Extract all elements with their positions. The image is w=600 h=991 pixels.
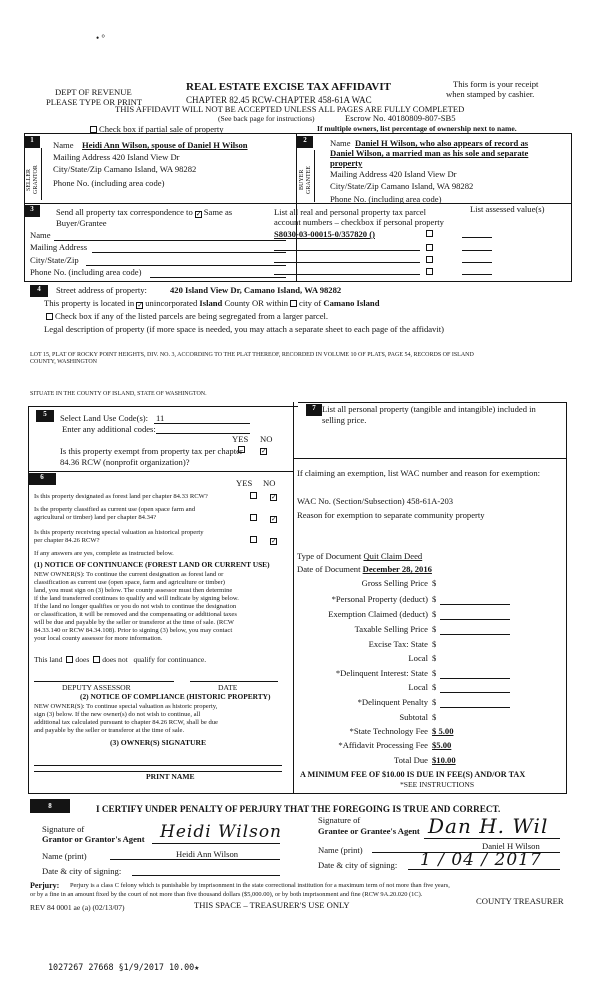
fee-value-gross: $ bbox=[432, 578, 437, 588]
corr-city-field[interactable] bbox=[86, 265, 286, 266]
treasurer-use-label: THIS SPACE – TREASURER'S USE ONLY bbox=[194, 900, 350, 910]
fee-label-personal: *Personal Property (deduct) bbox=[331, 594, 428, 604]
seller-side-divider bbox=[41, 148, 42, 200]
county-name: Island bbox=[199, 298, 223, 308]
fee-label-penalty: *Delinquent Penalty bbox=[357, 697, 428, 707]
parcel-2-checkbox[interactable] bbox=[426, 244, 433, 251]
continuance-row bbox=[34, 655, 206, 664]
notice-compliance-line-3: additional tax calculated pursuant to chapter 84.26 RCW, shall be due bbox=[34, 719, 218, 726]
owner-signature-field[interactable] bbox=[34, 765, 282, 766]
historic-yes-checkbox[interactable] bbox=[250, 536, 257, 543]
forest-land-question: Is this property designated as forest land per chapter 84.33 RCW? bbox=[34, 493, 208, 500]
city-of-label: city of bbox=[299, 298, 322, 308]
buyer-grantee-ref: Buyer/Grantee bbox=[56, 218, 107, 228]
mid-col-edge bbox=[293, 402, 294, 794]
fee-label-subtotal: Subtotal bbox=[399, 712, 428, 722]
parcel-number-1: S8030-03-00015-0/357820 () bbox=[274, 229, 375, 239]
perjury-text-2: or by a fine in an amount fixed by the court of not more than five thousand dollars ($5,000.00), or by both imprisonment and fine (RCW 9A.20.020 (1C). bbox=[30, 891, 423, 898]
grantee-date-signed: 1 / 04 / 2017 bbox=[420, 850, 542, 870]
section-2-marker: 2 bbox=[297, 136, 313, 148]
current-use-no-checkbox[interactable]: ✓ bbox=[271, 515, 277, 523]
send-correspondence bbox=[56, 207, 232, 218]
assessor-date-field[interactable] bbox=[190, 681, 278, 682]
fee-label-technology: *State Technology Fee bbox=[349, 726, 428, 736]
unincorporated-checkbox[interactable]: ✓ bbox=[137, 301, 144, 309]
historic-no-checkbox[interactable]: ✓ bbox=[271, 537, 277, 545]
sec6-no-header: NO bbox=[263, 478, 276, 488]
fee-label-gross: Gross Selling Price bbox=[361, 578, 428, 588]
seller-name-label: Name bbox=[53, 140, 74, 150]
notice-continuance-line-6: or classification, it will be removed and the compensating or additional taxes bbox=[34, 611, 237, 618]
grantee-name: Daniel H Wilson bbox=[482, 841, 540, 851]
fee-value-exemption: $ bbox=[432, 609, 437, 619]
buyer-name-line-3: property bbox=[330, 158, 363, 168]
notice-continuance-line-8: 84.33.140 or RCW 84.34.108). Prior to signing (3) below, you may contact bbox=[34, 627, 233, 634]
form-title: REAL ESTATE EXCISE TAX AFFIDAVIT bbox=[186, 81, 391, 93]
corr-name-label: Name bbox=[30, 230, 51, 240]
corr-name-field[interactable] bbox=[54, 240, 286, 241]
additional-codes-label: Enter any additional codes: bbox=[62, 424, 156, 434]
exempt-no-checkbox[interactable]: ✓ bbox=[261, 447, 267, 455]
notice-continuance-line-4: if the land transferred continues to qualify and will indicate by signing below. bbox=[34, 595, 239, 602]
historic-question-2: per chapter 84.26 RCW? bbox=[34, 537, 100, 544]
exempt-question-2: 84.36 RCW (nonprofit organization)? bbox=[60, 457, 190, 467]
fee-value-interest-state: $ bbox=[432, 668, 437, 678]
grantor-signature: Heidi Wilson bbox=[160, 822, 283, 842]
section-6-marker: 6 bbox=[28, 473, 56, 485]
section-1-marker: 1 bbox=[24, 136, 40, 148]
grantor-date-label: Date & city of signing: bbox=[42, 866, 122, 876]
located-label: This property is located in bbox=[44, 298, 135, 308]
parcel-4-checkbox[interactable] bbox=[426, 268, 433, 275]
notice-compliance-title: (2) NOTICE OF COMPLIANCE (HISTORIC PROPERTY) bbox=[80, 692, 271, 701]
please-type: PLEASE TYPE OR PRINT bbox=[46, 97, 143, 107]
stray-marks: • ° bbox=[96, 33, 105, 43]
grantee-date-field[interactable] bbox=[408, 869, 560, 870]
legal-description-line-1: LOT 15, PLAT OF ROCKY POINT HEIGHTS, DIV. NO. 3, ACCORDING TO THE PLAT THEREOF, RECORDED IN VOLUME 10 OF PLATS, PAGE 54, RECORDS OF ISLAND bbox=[30, 352, 474, 358]
acceptance-notice: THIS AFFIDAVIT WILL NOT BE ACCEPTED UNLESS ALL PAGES ARE FULLY COMPLETED bbox=[115, 104, 465, 114]
exempt-question: Is this property exempt from property tax per chapter bbox=[60, 446, 243, 456]
partial-sale-checkbox[interactable] bbox=[90, 126, 97, 133]
fee-field-exemption[interactable] bbox=[440, 619, 510, 620]
fee-field-penalty[interactable] bbox=[440, 707, 510, 708]
exempt-yes-checkbox[interactable] bbox=[238, 446, 245, 453]
same-as-buyer-checkbox[interactable]: ✓ bbox=[195, 210, 202, 218]
perjury-text-1: Perjury is a class C felony which is punishable by imprisonment in the state correctional institution for a maximum term of not more than five years, bbox=[70, 882, 450, 889]
buyer-side-divider bbox=[314, 150, 315, 202]
doc-type-label: Type of Document bbox=[297, 551, 362, 561]
chapter-ref: CHAPTER 82.45 RCW-CHAPTER 458-61A WAC bbox=[186, 95, 372, 105]
historic-question: Is this property receiving special valuation as historical property bbox=[34, 529, 204, 536]
parcel-1-checkbox[interactable] bbox=[426, 230, 433, 237]
fee-value-processing: $5.00 bbox=[432, 740, 452, 750]
sec5-top bbox=[28, 406, 298, 407]
any-yes-note: If any answers are yes, complete as instructed below. bbox=[34, 550, 174, 557]
county-treasurer-label: COUNTY TREASURER bbox=[476, 896, 564, 906]
fee-field-personal[interactable] bbox=[440, 604, 510, 605]
current-use-question: Is the property classified as current use (open space farm and bbox=[34, 506, 196, 513]
claim-exemption-label: If claiming an exemption, list WAC number and reason for exemption: bbox=[297, 468, 541, 478]
section-4-marker: 4 bbox=[30, 285, 48, 297]
doc-date: December 28, 2016 bbox=[362, 564, 432, 574]
street-address-label: Street address of property: bbox=[56, 285, 147, 295]
notice-continuance-line-5: If the land no longer qualifies or you do not wish to continue the designation bbox=[34, 603, 237, 610]
notice-continuance-line-7: will be due and payable by the seller or transferor at the time of sale. (RCW bbox=[34, 619, 234, 626]
notice-compliance-line-4: and payable by the seller or transferor at the time of sale. bbox=[34, 727, 185, 734]
send-label: Send all property tax correspondence to bbox=[56, 207, 193, 217]
notice-continuance-line-3: land, you must sign on (3) below. The county assessor must then determine bbox=[34, 587, 233, 594]
land-use-label: Select Land Use Code(s): bbox=[60, 413, 149, 423]
notice-continuance-line-2: classification as current use (open space, farm and agriculture or timber) bbox=[34, 579, 225, 586]
fee-value-personal: $ bbox=[432, 594, 437, 604]
situate-line: SITUATE IN THE COUNTY OF ISLAND, STATE OF WASHINGTON. bbox=[30, 391, 207, 397]
fee-label-excise-local: Local bbox=[408, 653, 428, 663]
deputy-assessor-label: DEPUTY ASSESSOR bbox=[62, 683, 131, 692]
this-land-label: This land bbox=[34, 655, 63, 664]
location-row bbox=[44, 298, 380, 309]
section-5-marker: 5 bbox=[36, 410, 54, 422]
right-col-edge bbox=[566, 402, 567, 794]
frame-bottom-3 bbox=[24, 281, 572, 282]
current-use-yes-checkbox[interactable] bbox=[250, 514, 257, 521]
assessed-field-3[interactable] bbox=[462, 262, 492, 263]
street-address: 420 Island View Dr, Camano Island, WA 98282 bbox=[170, 285, 342, 295]
legal-description-line-2: COUNTY, WASHINGTON bbox=[30, 359, 98, 365]
fee-field-interest-local[interactable] bbox=[440, 692, 510, 693]
fee-value-subtotal: $ bbox=[432, 712, 437, 722]
seller-phone: Phone No. (including area code) bbox=[53, 178, 165, 188]
qualify-label: qualify for continuance. bbox=[133, 655, 207, 664]
seller-city: City/State/Zip Camano Island, WA 98282 bbox=[53, 164, 197, 174]
corr-phone-label: Phone No. (including area code) bbox=[30, 267, 142, 277]
cashier-stamp: 1027267 27668 §1/9/2017 10.00★ bbox=[48, 962, 200, 972]
see-back-page: (See back page for instructions) bbox=[218, 114, 315, 123]
grantee-signature-field[interactable] bbox=[424, 838, 560, 839]
deputy-assessor-field[interactable] bbox=[34, 681, 174, 682]
fee-label-interest-state: *Delinquent Interest: State bbox=[335, 668, 428, 678]
seller-name: Heidi Ann Wilson, spouse of Daniel H Wilson bbox=[82, 140, 248, 150]
grantee-signature-label: Signature of bbox=[318, 815, 361, 825]
parcel-field-2[interactable] bbox=[274, 250, 420, 251]
notice-compliance-line-2: sign (3) below. If the new owner(s) do not wish to continue, all bbox=[34, 711, 201, 718]
personal-property-label-2: selling price. bbox=[322, 415, 367, 425]
does-label: does bbox=[75, 655, 90, 664]
grantor-signature-label: Signature of bbox=[42, 824, 85, 834]
fee-value-penalty: $ bbox=[432, 697, 437, 707]
sec5-yes-header: YES bbox=[232, 434, 249, 444]
land-use-code: 11 bbox=[156, 413, 165, 423]
county-or-label: County OR within bbox=[224, 298, 289, 308]
forest-yes-checkbox[interactable] bbox=[250, 492, 257, 499]
does-not-checkbox[interactable] bbox=[93, 656, 100, 663]
certify-statement: I CERTIFY UNDER PENALTY OF PERJURY THAT THE FOREGOING IS TRUE AND CORRECT. bbox=[96, 804, 501, 814]
corr-mailing-label: Mailing Address bbox=[30, 242, 88, 252]
minimum-fee-note: A MINIMUM FEE OF $10.00 IS DUE IN FEE(S) AND/OR TAX bbox=[300, 770, 526, 779]
grantor-name: Heidi Ann Wilson bbox=[176, 849, 239, 859]
personal-property-label: List all personal property (tangible and intangible) included in bbox=[322, 404, 536, 414]
sec6-yes-header: YES bbox=[236, 478, 253, 488]
unincorporated-label: unincorporated bbox=[145, 298, 198, 308]
assessed-values-label: List assessed value(s) bbox=[470, 204, 545, 214]
sec7-top bbox=[298, 402, 566, 403]
corr-mailing-field[interactable] bbox=[92, 252, 286, 253]
notice-continuance-line-1: NEW OWNER(S): To continue the current designation as forest land or bbox=[34, 571, 224, 578]
fee-label-taxable: Taxable Selling Price bbox=[354, 624, 428, 634]
parcel-field-3[interactable] bbox=[274, 262, 420, 263]
exemption-reason: Reason for exemption to separate community property bbox=[297, 510, 485, 520]
segregate-row bbox=[44, 311, 328, 321]
grantee-signature-label-2: Grantee or Grantee's Agent bbox=[318, 826, 420, 836]
sec7-divider bbox=[293, 458, 566, 459]
sec6-top bbox=[28, 471, 293, 472]
document-date-row bbox=[297, 564, 432, 574]
city-name: Camano Island bbox=[323, 298, 380, 308]
see-instructions: *SEE INSTRUCTIONS bbox=[400, 780, 475, 789]
fee-field-interest-state[interactable] bbox=[440, 678, 510, 679]
parcel-3-checkbox[interactable] bbox=[426, 256, 433, 263]
grantor-signature-label-2: Grantor or Grantor's Agent bbox=[42, 834, 145, 844]
buyer-mailing: Mailing Address 420 Island View Dr bbox=[330, 169, 457, 179]
fee-value-excise-local: $ bbox=[432, 653, 437, 663]
owner-signature-title: (3) OWNER(S) SIGNATURE bbox=[110, 738, 207, 747]
land-use-field[interactable] bbox=[154, 423, 250, 424]
grantor-name-label: Name (print) bbox=[42, 851, 87, 861]
buyer-grantee-label: BUYER GRANTEE bbox=[299, 166, 313, 194]
does-checkbox[interactable] bbox=[66, 656, 73, 663]
fee-value-total: $10.00 bbox=[432, 755, 456, 765]
form-revision: REV 84 0001 ae (a) (02/13/07) bbox=[30, 903, 125, 912]
fee-value-taxable: $ bbox=[432, 624, 437, 634]
fee-label-excise-state: Excise Tax: State bbox=[368, 639, 428, 649]
buyer-name-label: Name bbox=[330, 138, 351, 148]
grantee-date-label: Date & city of signing: bbox=[318, 860, 398, 870]
current-use-question-2: agricultural or timber) land per chapter 84.34? bbox=[34, 514, 157, 521]
segregate-checkbox[interactable] bbox=[46, 313, 53, 320]
grantor-date-field[interactable] bbox=[132, 875, 280, 876]
fee-label-processing: *Affidavit Processing Fee bbox=[338, 740, 428, 750]
fee-field-taxable[interactable] bbox=[440, 634, 510, 635]
escrow-number: Escrow No. 40180809-807-SB5 bbox=[345, 113, 456, 123]
parcel-list-instruction: List all real and personal property tax parcel bbox=[274, 207, 426, 217]
parcel-field-4[interactable] bbox=[274, 274, 420, 275]
perjury-label: Perjury: bbox=[30, 881, 60, 890]
assessed-field-1[interactable] bbox=[462, 237, 492, 238]
section-8-marker: 8 bbox=[30, 799, 70, 813]
buyer-name-line-1: Daniel H Wilson, who also appears of record as bbox=[355, 138, 529, 148]
fee-value-interest-local: $ bbox=[432, 682, 437, 692]
assessed-field-4[interactable] bbox=[462, 274, 492, 275]
frame-top bbox=[24, 133, 572, 134]
fee-value-technology: $ 5.00 bbox=[432, 726, 454, 736]
same-as-label: Same as bbox=[203, 207, 233, 217]
fee-label-exemption: Exemption Claimed (deduct) bbox=[328, 609, 428, 619]
notice-continuance-line-9: your local county assessor for more information. bbox=[34, 635, 163, 642]
seller-grantor-label: SELLER GRANTOR bbox=[26, 165, 40, 195]
segregate-label: Check box if any of the listed parcels are being segregated from a larger parcel. bbox=[55, 311, 329, 321]
grantor-signature-field[interactable] bbox=[152, 843, 280, 844]
receipt-note-2: when stamped by cashier. bbox=[446, 89, 535, 99]
grantee-name-label: Name (print) bbox=[318, 845, 363, 855]
receipt-note: This form is your receipt bbox=[453, 79, 539, 89]
buyer-name-line-2: Daniel Wilson, a married man as his sole and separate bbox=[330, 148, 529, 158]
parcel-list-instruction-2: account numbers – checkbox if personal property bbox=[274, 217, 444, 227]
assessed-field-2[interactable] bbox=[462, 250, 492, 251]
buyer-phone: Phone No. (including area code) bbox=[330, 194, 442, 204]
notice-compliance-line-1: NEW OWNER(S): To continue special valuation as historic property, bbox=[34, 703, 218, 710]
corr-city-label: City/State/Zip bbox=[30, 255, 79, 265]
doc-date-label: Date of Document bbox=[297, 564, 361, 574]
dept-of-revenue: DEPT OF REVENUE bbox=[55, 87, 132, 97]
does-not-label: does not bbox=[102, 655, 128, 664]
multiple-owners-note: If multiple owners, list percentage of ownership next to name. bbox=[317, 124, 517, 133]
notice-continuance-title: (1) NOTICE OF CONTINUANCE (FOREST LAND OR CURRENT USE) bbox=[34, 560, 270, 569]
document-type-row bbox=[297, 551, 422, 561]
fee-label-interest-local: Local bbox=[408, 682, 428, 692]
corr-phone-field[interactable] bbox=[150, 277, 286, 278]
grantee-signature: Dan H. Wil bbox=[428, 814, 549, 838]
partial-sale-label: Check box if partial sale of property bbox=[99, 124, 224, 134]
assessor-date-label: DATE bbox=[218, 683, 238, 692]
seller-mailing: Mailing Address 420 Island View Dr bbox=[53, 152, 180, 162]
city-checkbox[interactable] bbox=[290, 300, 297, 307]
grid-bottom bbox=[28, 793, 566, 794]
doc-type: Quit Claim Deed bbox=[363, 551, 423, 561]
fee-label-total: Total Due bbox=[393, 755, 428, 765]
frame-right bbox=[571, 133, 572, 281]
section-3-marker: 3 bbox=[24, 205, 40, 217]
wac-number: WAC No. (Section/Subsection) 458-61A-203 bbox=[297, 496, 454, 506]
sec5-no-header: NO bbox=[260, 434, 273, 444]
print-name-label: PRINT NAME bbox=[146, 772, 195, 781]
fee-value-excise-state: $ bbox=[432, 639, 437, 649]
grantor-name-field[interactable] bbox=[110, 859, 280, 860]
buyer-city: City/State/Zip Camano Island, WA 98282 bbox=[330, 181, 474, 191]
left-col-edge bbox=[28, 406, 29, 794]
legal-description-label: Legal description of property (if more space is needed, you may attach a separate sheet to each page of the affidavit) bbox=[44, 324, 444, 334]
section-7-marker: 7 bbox=[306, 404, 322, 416]
forest-no-checkbox[interactable]: ✓ bbox=[271, 493, 277, 501]
